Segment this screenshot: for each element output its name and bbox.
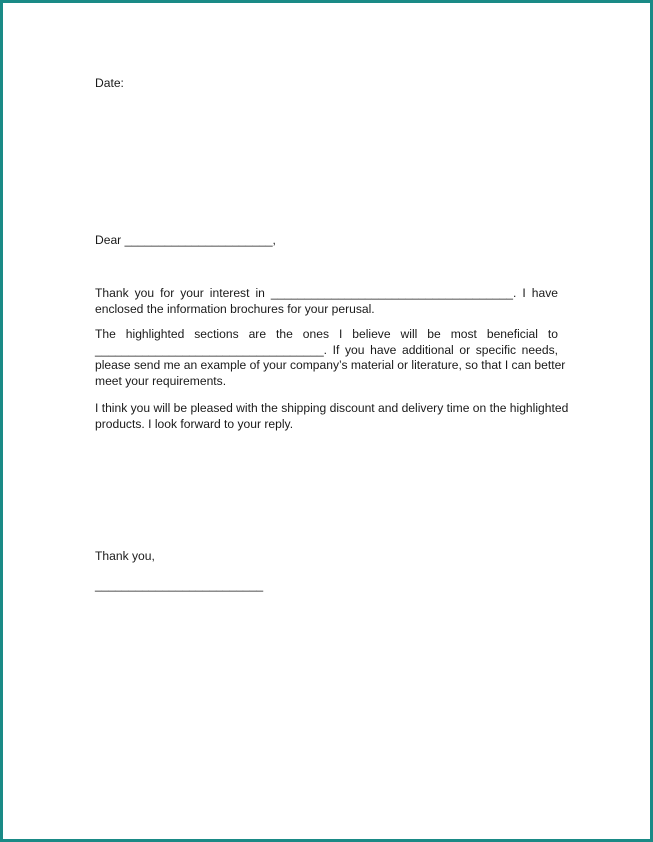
paragraph-highlighted-line-1: The highlighted sections are the ones I believe will be most beneficial to <box>95 327 558 341</box>
paragraph-shipping-line-1: I think you will be pleased with the shipping discount and delivery time on the highlighted <box>95 401 569 415</box>
paragraph-highlighted-sections <box>95 327 566 389</box>
signature-line: _________________________ <box>95 578 264 592</box>
paragraph-interest-line-2: enclosed the information brochures for your perusal. <box>95 301 375 316</box>
paragraph-highlighted-line-3: please send me an example of your company’s material or literature, so that I can better <box>95 358 566 372</box>
paragraph-interest-line-1: Thank you for your interest in ____________________________________. I have <box>95 286 558 300</box>
paragraph-interest <box>95 286 558 317</box>
paragraph-highlighted-line-4: meet your requirements. <box>95 373 227 388</box>
paragraph-shipping-line-2: products. I look forward to your reply. <box>95 416 294 431</box>
date-label: Date: <box>95 76 124 90</box>
salutation: Dear ______________________, <box>95 233 276 247</box>
closing: Thank you, <box>95 549 155 563</box>
paragraph-shipping <box>95 401 569 432</box>
paragraph-highlighted-line-2: __________________________________. If you have additional or specific needs, <box>95 342 558 357</box>
